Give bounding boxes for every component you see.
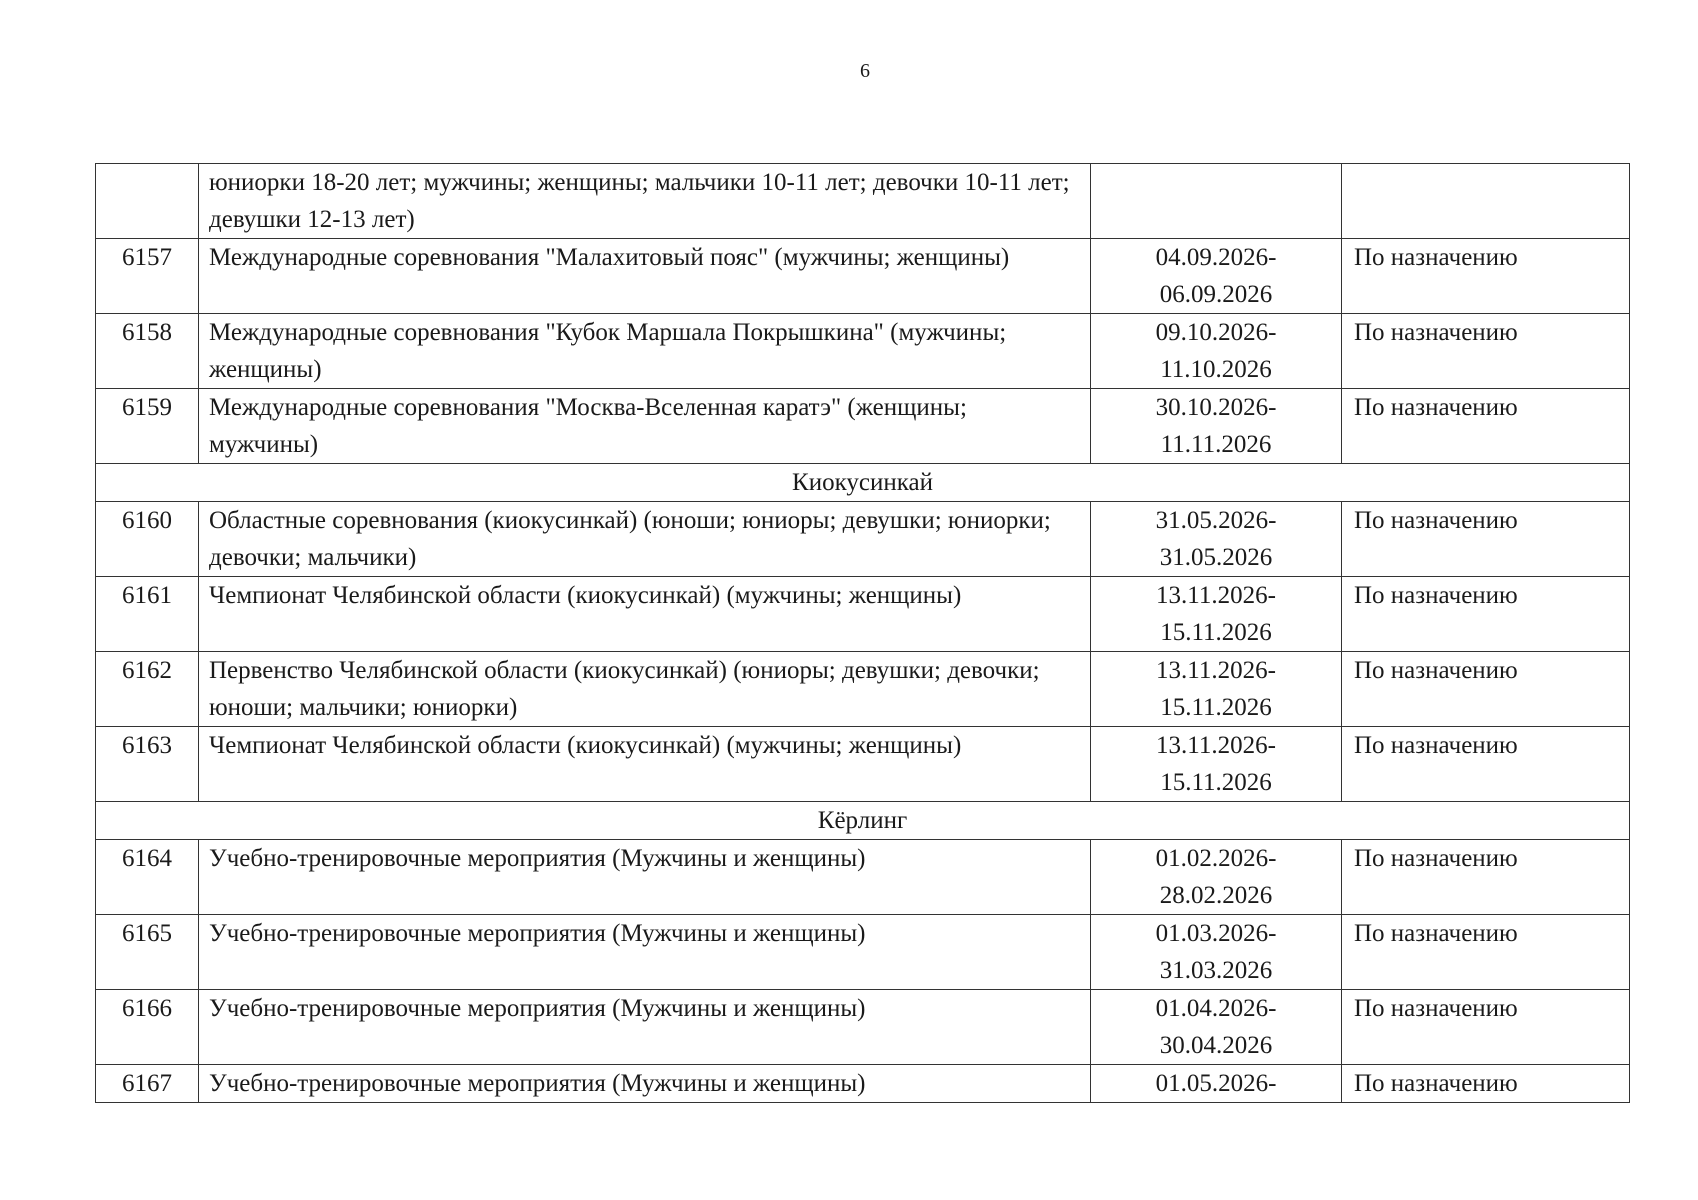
date-to: 06.09.2026 xyxy=(1159,281,1273,308)
event-number: 6158 xyxy=(96,314,199,389)
event-dates xyxy=(1091,314,1342,389)
date-from: 13.11.2026- xyxy=(1156,657,1276,684)
date-to: 15.11.2026 xyxy=(1160,694,1272,721)
event-place: По назначению xyxy=(1342,915,1630,990)
event-number xyxy=(96,164,199,239)
date-from: 01.05.2026- xyxy=(1155,1070,1277,1097)
event-place: По назначению xyxy=(1342,314,1630,389)
event-name: Международные соревнования "Кубок Маршала Покрышкина" (мужчины; женщины) xyxy=(199,314,1091,389)
date-to: 31.03.2026 xyxy=(1159,957,1273,984)
date-from: 30.10.2026- xyxy=(1155,394,1277,421)
date-from: 09.10.2026- xyxy=(1155,319,1277,346)
date-to: 28.02.2026 xyxy=(1159,882,1273,909)
event-dates xyxy=(1091,990,1342,1065)
events-table-body xyxy=(96,164,1630,1103)
event-number: 6161 xyxy=(96,577,199,652)
event-dates xyxy=(1091,502,1342,577)
event-place: По назначению xyxy=(1342,502,1630,577)
event-place: По назначению xyxy=(1342,239,1630,314)
event-dates xyxy=(1091,389,1342,464)
section-title: Киокусинкай xyxy=(96,464,1630,502)
date-from: 13.11.2026- xyxy=(1156,732,1276,759)
table-row xyxy=(96,502,1630,577)
events-table xyxy=(95,163,1630,1103)
event-name: Учебно-тренировочные мероприятия (Мужчины и женщины) xyxy=(199,915,1091,990)
event-dates xyxy=(1091,164,1342,239)
event-name: Международные соревнования "Малахитовый пояс" (мужчины; женщины) xyxy=(199,239,1091,314)
date-to: 11.11.2026 xyxy=(1160,431,1272,458)
table-row xyxy=(96,652,1630,727)
event-number: 6162 xyxy=(96,652,199,727)
date-from: 04.09.2026- xyxy=(1155,244,1277,271)
table-row xyxy=(96,389,1630,464)
event-number: 6160 xyxy=(96,502,199,577)
date-from: 01.03.2026- xyxy=(1155,920,1277,947)
event-number: 6157 xyxy=(96,239,199,314)
table-row xyxy=(96,840,1630,915)
event-place xyxy=(1342,164,1630,239)
date-to: 11.10.2026 xyxy=(1160,356,1272,383)
event-name: Первенство Челябинской области (киокусинкай) (юниоры; девушки; девочки; юноши; мальчики; юниорки) xyxy=(199,652,1091,727)
event-number: 6165 xyxy=(96,915,199,990)
event-name: Учебно-тренировочные мероприятия (Мужчины и женщины) xyxy=(199,1065,1091,1103)
date-to: 30.04.2026 xyxy=(1159,1032,1273,1059)
event-name: Чемпионат Челябинской области (киокусинкай) (мужчины; женщины) xyxy=(199,727,1091,802)
date-to: 15.11.2026 xyxy=(1160,769,1272,796)
section-title: Кёрлинг xyxy=(96,802,1630,840)
event-number: 6159 xyxy=(96,389,199,464)
event-name: Учебно-тренировочные мероприятия (Мужчины и женщины) xyxy=(199,990,1091,1065)
section-header-row xyxy=(96,464,1630,502)
event-number: 6163 xyxy=(96,727,199,802)
table-row xyxy=(96,990,1630,1065)
event-number: 6166 xyxy=(96,990,199,1065)
event-name: Областные соревнования (киокусинкай) (юноши; юниоры; девушки; юниорки; девочки; мальчики) xyxy=(199,502,1091,577)
event-dates xyxy=(1091,652,1342,727)
date-from: 31.05.2026- xyxy=(1155,507,1277,534)
table-row xyxy=(96,164,1630,239)
event-dates xyxy=(1091,577,1342,652)
table-row xyxy=(96,727,1630,802)
event-dates xyxy=(1091,727,1342,802)
date-to: 15.11.2026 xyxy=(1160,619,1272,646)
event-number: 6164 xyxy=(96,840,199,915)
table-row xyxy=(96,1065,1630,1103)
page-number: 6 xyxy=(860,60,870,82)
event-place: По назначению xyxy=(1342,1065,1630,1103)
date-from: 01.02.2026- xyxy=(1155,845,1277,872)
event-name: Чемпионат Челябинской области (киокусинкай) (мужчины; женщины) xyxy=(199,577,1091,652)
event-place: По назначению xyxy=(1342,389,1630,464)
event-name: юниорки 18-20 лет; мужчины; женщины; мальчики 10-11 лет; девочки 10-11 лет; девушки 12-13 лет) xyxy=(199,164,1091,239)
table-row xyxy=(96,239,1630,314)
event-place: По назначению xyxy=(1342,990,1630,1065)
event-name: Международные соревнования "Москва-Вселенная каратэ" (женщины; мужчины) xyxy=(199,389,1091,464)
section-header-row xyxy=(96,802,1630,840)
event-dates xyxy=(1091,840,1342,915)
event-name: Учебно-тренировочные мероприятия (Мужчины и женщины) xyxy=(199,840,1091,915)
event-dates xyxy=(1091,1065,1342,1103)
table-row xyxy=(96,577,1630,652)
event-place: По назначению xyxy=(1342,577,1630,652)
event-place: По назначению xyxy=(1342,840,1630,915)
date-to: 31.05.2026 xyxy=(1159,544,1273,571)
date-from: 01.04.2026- xyxy=(1155,995,1277,1022)
date-from: 13.11.2026- xyxy=(1156,582,1276,609)
table-row xyxy=(96,314,1630,389)
table-row xyxy=(96,915,1630,990)
event-place: По назначению xyxy=(1342,652,1630,727)
event-place: По назначению xyxy=(1342,727,1630,802)
event-dates xyxy=(1091,915,1342,990)
event-dates xyxy=(1091,239,1342,314)
event-number: 6167 xyxy=(96,1065,199,1103)
